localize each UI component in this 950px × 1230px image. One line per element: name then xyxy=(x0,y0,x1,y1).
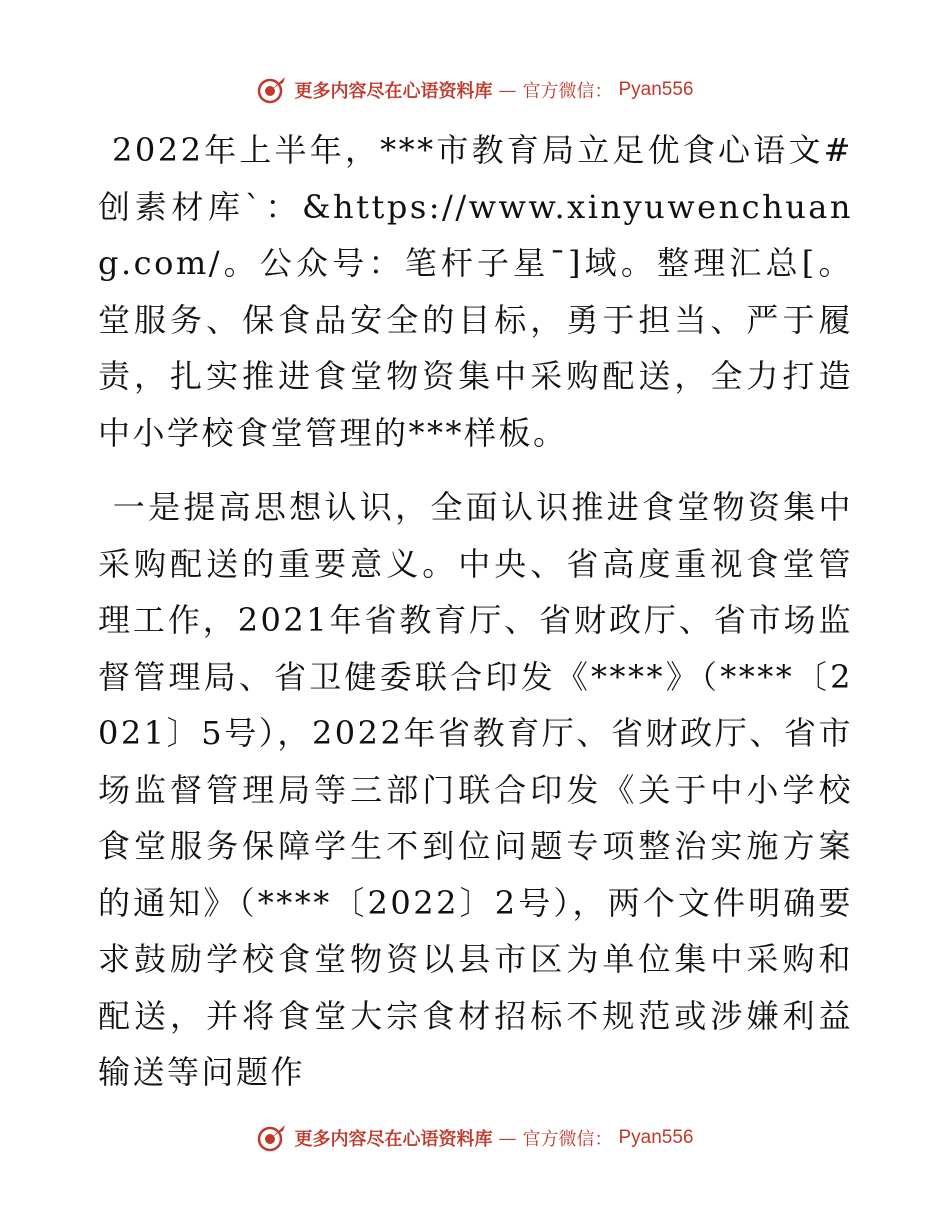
header-banner xyxy=(0,70,950,110)
banner-dash: — xyxy=(498,79,517,101)
banner-wechat-id: Pyan556 xyxy=(618,1127,694,1148)
banner-wechat-label: 官方微信： xyxy=(522,1129,613,1150)
quill-logo-icon xyxy=(256,1122,288,1154)
banner-main-text: 更多内容尽在心语资料库 xyxy=(294,81,493,102)
quill-logo-icon xyxy=(256,74,288,106)
banner-wechat-label: 官方微信： xyxy=(522,81,613,102)
paragraph-text: 一是提高思想认识，全面认识推进食堂物资集中采购配送的重要意义。中央、省高度重视食堂管理工作，2021年省教育厅、省财政厅、省市场监督管理局、省卫健委联合印发《****》（****〔2021〕5号），2022年省教育厅、省财政厅、省市场监督管理局等三部门联合印发《关于中小学校食堂服务保障学生不到位问题专项整治实施方案的通知》（****〔2022〕2号），两个文件明确要求鼓励学校食堂物资以县市区为单位集中采购和配送，并将食堂大宗食材招标不规范或涉嫌利益输送等问题作 xyxy=(98,488,853,1091)
paragraph-point-one xyxy=(98,479,853,1101)
banner-wechat-id: Pyan556 xyxy=(618,79,694,100)
document-body xyxy=(98,122,853,1101)
banner-main-text: 更多内容尽在心语资料库 xyxy=(294,1129,493,1150)
paragraph-intro xyxy=(98,122,853,461)
paragraph-text: 2022年上半年，***市教育局立足优食心语文#创素材库`：&https://www.xinyuwenchuang.com/。公众号：笔杆子星¯]域。整理汇总[。堂服务、保食品安全的目标，勇于担当、严于履责，扎实推进食堂物资集中采购配送，全力打造中小学校食堂管理的***样板。 xyxy=(98,131,853,452)
banner-dash: — xyxy=(498,1127,517,1149)
footer-banner xyxy=(0,1118,950,1158)
